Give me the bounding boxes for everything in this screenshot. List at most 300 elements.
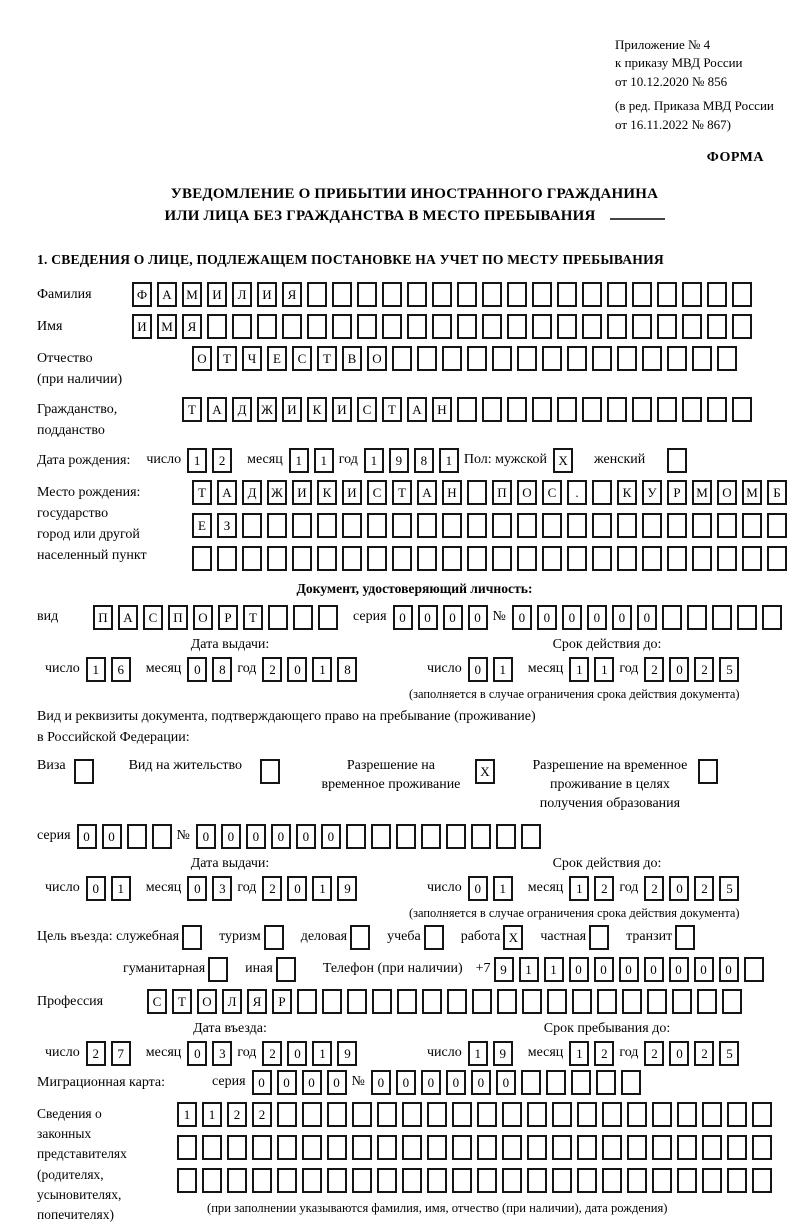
char-box[interactable]: 0 [246,824,266,849]
char-box[interactable]: О [192,346,212,371]
char-box[interactable] [327,1135,347,1160]
char-box[interactable]: О [517,480,537,505]
char-box[interactable] [152,824,172,849]
char-box[interactable]: И [132,314,152,339]
char-box[interactable]: Р [218,605,238,630]
char-box[interactable] [442,346,462,371]
char-box[interactable]: 0 [471,1070,491,1095]
char-box[interactable] [482,314,502,339]
char-box[interactable] [422,989,442,1014]
char-box[interactable]: Ч [242,346,262,371]
char-box[interactable]: 2 [694,876,714,901]
char-box[interactable]: П [93,605,113,630]
char-box[interactable]: 8 [212,657,232,682]
char-box[interactable] [282,314,302,339]
char-box[interactable]: 2 [86,1041,106,1066]
char-box[interactable] [727,1102,747,1127]
char-box[interactable]: 9 [337,1041,357,1066]
char-box[interactable] [332,314,352,339]
char-box[interactable] [737,605,757,630]
char-box[interactable] [742,546,762,571]
char-box[interactable] [317,546,337,571]
char-box[interactable] [477,1168,497,1193]
visa-checkbox[interactable] [74,757,99,784]
visa-option[interactable] [37,757,99,784]
char-box[interactable] [557,314,577,339]
char-box[interactable] [402,1135,422,1160]
char-box[interactable] [407,314,427,339]
char-box[interactable] [642,346,662,371]
char-box[interactable]: Б [767,480,787,505]
char-box[interactable] [417,546,437,571]
char-box[interactable]: К [307,397,327,422]
char-box[interactable] [396,824,416,849]
char-box[interactable] [477,1102,497,1127]
temp-residence-checkbox[interactable] [475,757,500,784]
char-box[interactable] [717,346,737,371]
char-box[interactable]: И [257,282,277,307]
char-box[interactable]: Я [182,314,202,339]
checkbox-cell[interactable] [675,925,695,950]
char-box[interactable]: 0 [277,1070,297,1095]
char-box[interactable] [342,546,362,571]
char-box[interactable] [602,1135,622,1160]
char-box[interactable]: 0 [302,1070,322,1095]
char-box[interactable] [192,546,212,571]
char-box[interactable] [687,605,707,630]
char-box[interactable] [567,546,587,571]
char-box[interactable]: И [282,397,302,422]
char-box[interactable]: Н [442,480,462,505]
char-box[interactable]: Л [222,989,242,1014]
char-box[interactable]: 5 [719,1041,739,1066]
char-box[interactable] [372,989,392,1014]
char-box[interactable] [532,314,552,339]
char-box[interactable]: 1 [468,1041,488,1066]
char-box[interactable] [407,282,427,307]
char-box[interactable]: 0 [187,876,207,901]
char-box[interactable]: Я [282,282,302,307]
checkbox-cell[interactable] [589,925,609,950]
purpose-humanitarian-checkbox[interactable] [208,957,233,982]
char-box[interactable]: 1 [569,1041,589,1066]
char-box[interactable]: 7 [111,1041,131,1066]
char-box[interactable] [527,1168,547,1193]
char-box[interactable]: 2 [262,657,282,682]
char-box[interactable]: 0 [669,657,689,682]
char-box[interactable] [557,282,577,307]
char-box[interactable]: 2 [644,1041,664,1066]
char-box[interactable]: 0 [86,876,106,901]
char-box[interactable]: 1 [594,657,614,682]
char-box[interactable]: 0 [496,1070,516,1095]
char-box[interactable] [652,1168,672,1193]
char-box[interactable] [318,605,338,630]
char-box[interactable] [707,397,727,422]
char-box[interactable] [627,1135,647,1160]
purpose-tourism-checkbox[interactable] [264,925,289,950]
char-box[interactable]: 2 [212,448,232,473]
char-box[interactable] [652,1102,672,1127]
char-box[interactable] [582,397,602,422]
char-box[interactable] [552,1168,572,1193]
char-box[interactable]: 0 [287,1041,307,1066]
char-box[interactable] [377,1102,397,1127]
char-box[interactable] [602,1168,622,1193]
char-box[interactable] [552,1135,572,1160]
char-box[interactable] [293,605,313,630]
checkbox-cell[interactable] [264,925,284,950]
char-box[interactable] [392,513,412,538]
purpose-other-checkbox[interactable] [276,957,301,982]
char-box[interactable] [457,282,477,307]
char-box[interactable]: 3 [212,1041,232,1066]
char-box[interactable] [252,1168,272,1193]
char-box[interactable] [452,1102,472,1127]
char-box[interactable]: Т [192,480,212,505]
char-box[interactable] [542,513,562,538]
char-box[interactable] [632,314,652,339]
char-box[interactable]: У [642,480,662,505]
char-box[interactable]: 0 [537,605,557,630]
char-box[interactable]: 1 [202,1102,222,1127]
char-box[interactable] [692,513,712,538]
purpose-official-checkbox[interactable] [182,925,207,950]
char-box[interactable] [672,989,692,1014]
char-box[interactable] [577,1102,597,1127]
char-box[interactable]: Т [243,605,263,630]
char-box[interactable]: 0 [644,957,664,982]
char-box[interactable]: 2 [594,876,614,901]
char-box[interactable] [232,314,252,339]
temp-residence-option[interactable] [315,757,500,795]
char-box[interactable]: . [567,480,587,505]
char-box[interactable] [592,480,612,505]
char-box[interactable] [702,1102,722,1127]
char-box[interactable] [202,1168,222,1193]
char-box[interactable] [527,1102,547,1127]
char-box[interactable]: 0 [396,1070,416,1095]
char-box[interactable] [382,282,402,307]
purpose-work-checkbox[interactable] [503,925,528,950]
char-box[interactable] [477,1135,497,1160]
char-box[interactable] [467,480,487,505]
char-box[interactable]: С [292,346,312,371]
char-box[interactable] [352,1135,372,1160]
char-box[interactable] [277,1102,297,1127]
char-box[interactable]: 0 [562,605,582,630]
char-box[interactable] [717,546,737,571]
char-box[interactable] [727,1168,747,1193]
char-box[interactable] [682,314,702,339]
char-box[interactable] [627,1102,647,1127]
char-box[interactable] [207,314,227,339]
purpose-study-checkbox[interactable] [424,925,449,950]
char-box[interactable]: 0 [694,957,714,982]
char-box[interactable]: 1 [111,876,131,901]
checkbox-cell[interactable] [667,448,687,473]
char-box[interactable] [277,1168,297,1193]
char-box[interactable]: Р [667,480,687,505]
char-box[interactable]: 9 [337,876,357,901]
char-box[interactable]: 0 [669,1041,689,1066]
char-box[interactable] [507,282,527,307]
char-box[interactable] [467,346,487,371]
char-box[interactable] [744,957,764,982]
char-box[interactable]: 1 [312,876,332,901]
char-box[interactable] [497,989,517,1014]
char-box[interactable]: И [342,480,362,505]
char-box[interactable]: 1 [569,876,589,901]
char-box[interactable] [517,346,537,371]
char-box[interactable]: 0 [637,605,657,630]
checkbox-cell[interactable] [698,759,718,784]
char-box[interactable]: Ж [267,480,287,505]
char-box[interactable] [382,314,402,339]
char-box[interactable] [542,546,562,571]
char-box[interactable]: А [207,397,227,422]
char-box[interactable]: 0 [719,957,739,982]
char-box[interactable] [292,513,312,538]
char-box[interactable]: 1 [312,657,332,682]
char-box[interactable]: 0 [446,1070,466,1095]
char-box[interactable]: 1 [519,957,539,982]
char-box[interactable]: 0 [321,824,341,849]
char-box[interactable]: Р [272,989,292,1014]
char-box[interactable] [442,513,462,538]
char-box[interactable] [707,282,727,307]
char-box[interactable]: 9 [494,957,514,982]
char-box[interactable]: С [357,397,377,422]
char-box[interactable] [397,989,417,1014]
char-box[interactable] [252,1135,272,1160]
char-box[interactable] [177,1135,197,1160]
char-box[interactable] [421,824,441,849]
char-box[interactable]: С [147,989,167,1014]
char-box[interactable] [402,1168,422,1193]
char-box[interactable] [657,397,677,422]
char-box[interactable] [572,989,592,1014]
char-box[interactable] [677,1135,697,1160]
char-box[interactable]: 2 [694,657,714,682]
char-box[interactable]: 8 [337,657,357,682]
char-box[interactable]: 9 [493,1041,513,1066]
char-box[interactable] [547,989,567,1014]
char-box[interactable] [712,605,732,630]
char-box[interactable] [607,282,627,307]
char-box[interactable] [327,1102,347,1127]
char-box[interactable] [577,1168,597,1193]
char-box[interactable] [471,824,491,849]
char-box[interactable] [297,989,317,1014]
char-box[interactable]: 0 [296,824,316,849]
char-box[interactable]: Л [232,282,252,307]
char-box[interactable] [346,824,366,849]
temp-residence-edu-option[interactable] [530,757,723,814]
char-box[interactable] [257,314,277,339]
char-box[interactable] [307,282,327,307]
char-box[interactable]: С [542,480,562,505]
char-box[interactable]: Е [192,513,212,538]
char-box[interactable] [632,397,652,422]
char-box[interactable] [582,282,602,307]
checkbox-cell[interactable]: X [553,448,573,473]
char-box[interactable]: Я [247,989,267,1014]
char-box[interactable] [492,546,512,571]
char-box[interactable] [482,397,502,422]
char-box[interactable]: 2 [644,657,664,682]
char-box[interactable]: 1 [312,1041,332,1066]
char-box[interactable] [127,824,147,849]
char-box[interactable] [557,397,577,422]
char-box[interactable] [622,989,642,1014]
char-box[interactable] [472,989,492,1014]
char-box[interactable] [571,1070,591,1095]
char-box[interactable] [367,546,387,571]
char-box[interactable] [457,314,477,339]
char-box[interactable] [642,546,662,571]
phone-boxes[interactable] [494,957,769,982]
char-box[interactable]: 6 [111,657,131,682]
char-box[interactable] [617,546,637,571]
char-box[interactable]: А [417,480,437,505]
gender-female-checkbox[interactable] [667,448,692,473]
char-box[interactable] [627,1168,647,1193]
char-box[interactable]: О [367,346,387,371]
char-box[interactable]: 0 [102,824,122,849]
char-box[interactable]: 0 [77,824,97,849]
char-box[interactable]: 0 [287,876,307,901]
residence-permit-option[interactable] [129,757,285,784]
char-box[interactable] [467,513,487,538]
char-box[interactable] [357,314,377,339]
char-box[interactable]: О [197,989,217,1014]
char-box[interactable]: 0 [612,605,632,630]
char-box[interactable] [377,1168,397,1193]
char-box[interactable]: 1 [439,448,459,473]
char-box[interactable]: 1 [86,657,106,682]
temp-residence-edu-checkbox[interactable] [698,757,723,784]
char-box[interactable]: 0 [443,605,463,630]
char-box[interactable] [227,1168,247,1193]
char-box[interactable] [392,346,412,371]
char-box[interactable] [402,1102,422,1127]
char-box[interactable]: Т [317,346,337,371]
checkbox-cell[interactable] [260,759,280,784]
char-box[interactable] [617,346,637,371]
char-box[interactable] [517,546,537,571]
char-box[interactable]: М [742,480,762,505]
char-box[interactable] [692,346,712,371]
char-box[interactable] [332,282,352,307]
gender-male-checkbox[interactable] [553,448,578,473]
char-box[interactable] [277,1135,297,1160]
char-box[interactable]: А [118,605,138,630]
char-box[interactable]: 1 [289,448,309,473]
char-box[interactable] [582,314,602,339]
char-box[interactable]: 2 [252,1102,272,1127]
char-box[interactable] [742,513,762,538]
char-box[interactable]: 0 [619,957,639,982]
char-box[interactable] [702,1168,722,1193]
char-box[interactable] [502,1168,522,1193]
char-box[interactable] [496,824,516,849]
char-box[interactable]: 9 [389,448,409,473]
char-box[interactable]: 3 [212,876,232,901]
char-box[interactable]: 1 [493,876,513,901]
char-box[interactable] [507,397,527,422]
char-box[interactable]: 0 [468,876,488,901]
purpose-private-checkbox[interactable] [589,925,614,950]
checkbox-cell[interactable] [182,925,202,950]
char-box[interactable]: 2 [694,1041,714,1066]
char-box[interactable] [752,1135,772,1160]
char-box[interactable] [567,346,587,371]
char-box[interactable] [302,1168,322,1193]
char-box[interactable] [427,1102,447,1127]
char-box[interactable]: 1 [364,448,384,473]
char-box[interactable] [527,1135,547,1160]
char-box[interactable]: 0 [669,876,689,901]
char-box[interactable]: 0 [421,1070,441,1095]
char-box[interactable] [177,1168,197,1193]
checkbox-cell[interactable]: X [503,925,523,950]
char-box[interactable]: 0 [569,957,589,982]
char-box[interactable]: К [317,480,337,505]
char-box[interactable] [682,397,702,422]
char-box[interactable]: И [207,282,227,307]
char-box[interactable] [267,546,287,571]
char-box[interactable] [521,824,541,849]
char-box[interactable]: Т [172,989,192,1014]
char-box[interactable] [682,282,702,307]
char-box[interactable] [592,513,612,538]
char-box[interactable]: 1 [314,448,334,473]
char-box[interactable]: А [157,282,177,307]
char-box[interactable] [217,546,237,571]
char-box[interactable] [492,513,512,538]
char-box[interactable] [242,513,262,538]
char-box[interactable] [371,824,391,849]
char-box[interactable] [521,1070,541,1095]
char-box[interactable]: О [717,480,737,505]
char-box[interactable] [577,1135,597,1160]
char-box[interactable] [762,605,782,630]
char-box[interactable] [732,314,752,339]
residence-permit-checkbox[interactable] [260,757,285,784]
char-box[interactable] [432,282,452,307]
char-box[interactable]: Ф [132,282,152,307]
char-box[interactable] [707,314,727,339]
checkbox-cell[interactable] [208,957,228,982]
char-box[interactable] [357,282,377,307]
char-box[interactable] [427,1135,447,1160]
char-box[interactable] [322,989,342,1014]
char-box[interactable] [202,1135,222,1160]
char-box[interactable] [492,346,512,371]
char-box[interactable]: Т [217,346,237,371]
char-box[interactable]: Т [182,397,202,422]
char-box[interactable] [292,546,312,571]
char-box[interactable] [452,1135,472,1160]
char-box[interactable] [446,824,466,849]
char-box[interactable] [522,989,542,1014]
char-box[interactable]: 0 [393,605,413,630]
char-box[interactable]: 0 [418,605,438,630]
char-box[interactable]: М [692,480,712,505]
char-box[interactable] [452,1168,472,1193]
char-box[interactable] [657,282,677,307]
